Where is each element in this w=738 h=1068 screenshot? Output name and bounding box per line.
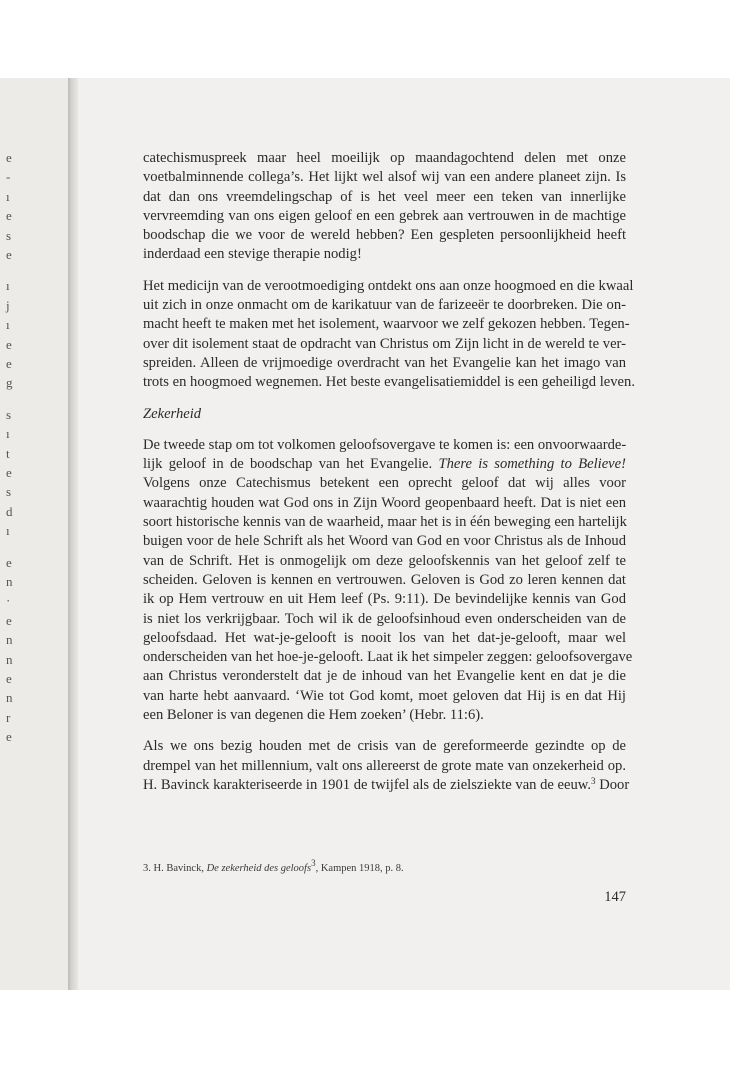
facing-page-letter: d	[6, 503, 13, 519]
facing-page-letter: t	[6, 445, 10, 461]
text-run: lijk geloof in de boodschap van het Evangelie.	[143, 456, 439, 473]
text-line: drempel van het millennium, valt ons allereerst de grote mate van onzekerheid op.	[143, 757, 626, 774]
paragraph-4	[143, 737, 630, 795]
text-line: De tweede stap om tot volkomen geloofsovergave te komen is: een onvoorwaarde-	[143, 436, 627, 453]
facing-page-letter: -	[6, 169, 11, 185]
paragraph-1	[143, 149, 626, 265]
facing-page-letters	[0, 78, 20, 990]
text-line: Volgens onze Catechismus betekent een oprecht geloof dat wij alles voor	[143, 475, 626, 492]
body-text	[143, 149, 635, 807]
text-line: onderscheiden van het hoe-je-gelooft. Laat ik het simpeler zeggen: geloofsovergave	[143, 649, 633, 666]
text-line: catechismuspreek maar heel moeilijk op maandagochtend delen met onze	[143, 150, 626, 166]
text-line	[143, 455, 626, 474]
text-line: waarachtig houden wat God ons in Zijn Woord geopenbaard heeft. Dat is niet een	[143, 494, 626, 511]
facing-page-letter: ı	[6, 278, 10, 294]
facing-page-letter: e	[6, 729, 12, 745]
text-line: spreiden. Alleen de vrijmoedige overdracht van het Evangelie kan het imago van	[143, 354, 626, 371]
text-line: Het medicijn van de verootmoediging ontdekt ons aan onze hoogmoed en die kwaal	[143, 277, 634, 294]
facing-page-letter: n	[6, 632, 13, 648]
text-line: voetbalminnende collega’s. Het lijkt wel alsof wij van een andere planeet zijn. Is	[143, 169, 626, 186]
text-line: soort historische kennis van de waarheid, maar het is in één beweging een hartelijk	[143, 514, 627, 531]
text-line: dat dan ons vreemdelingschap of is het veel meer een teken van innerlijke	[143, 188, 626, 205]
footnote-title: De zekerheid des geloofs	[206, 863, 312, 874]
facing-page-letter: ı	[6, 188, 10, 204]
text-line: is niet los verkrijgbaar. Toch wil ik de geloofsinhoud even onderscheiden van de	[143, 610, 626, 627]
facing-page-letter: ı	[6, 523, 10, 539]
text-line: over dit isolement staat de opdracht van Christus om Zijn licht in de wereld te ver-	[143, 335, 626, 352]
text-line: van de Schrift. Het is onmogelijk om deze geloofskennis van het geloof zelf te	[143, 552, 626, 569]
text-line: scheiden. Geloven is kennen en vertrouwen. Geloven is God zo leren kennen dat	[143, 571, 626, 588]
facing-page-letter: s	[6, 227, 12, 243]
footnote-marker: 3	[591, 775, 596, 786]
facing-page-letter: e	[6, 208, 12, 224]
text-line: buigen voor de hele Schrift als het Woord van God en voor Christus als de Inhoud	[143, 533, 626, 550]
facing-page-letter: e	[6, 356, 12, 371]
facing-page-letter: ı	[6, 317, 10, 333]
facing-page-letter: e	[6, 465, 12, 480]
footnote-text: 3. H. Bavinck,	[143, 863, 207, 874]
text-line: macht heeft te maken met het isolement, waarvoor we zelf gekozen hebben. Tegen-	[143, 316, 630, 333]
text-line: van harte hebt aanvaard. ‘Wie tot God komt, moet geloven dat Hij is en dat Hij	[143, 687, 626, 704]
facing-page-letter: j	[6, 297, 10, 313]
facing-page-letter: e	[6, 336, 12, 352]
facing-page-letter: s	[6, 484, 12, 500]
facing-page-letter: e	[6, 150, 12, 165]
facing-page-letter: n	[6, 690, 13, 706]
facing-page-letter: s	[6, 406, 12, 422]
text-line: aan Christus veronderstelt dat je de inhoud van het Evangelie kent en dat je die	[143, 668, 626, 685]
paragraph-2	[143, 277, 635, 393]
section-heading: Zekerheid	[143, 405, 202, 422]
text-line: geloofsdaad. Het wat-je-gelooft is nooit los van het dat-je-gelooft, maar wel	[143, 629, 626, 646]
text-line: ik op Hem vertrouw en uit Hem leef (Ps. 9:11). De bevindelijke kennis van God	[143, 591, 626, 608]
text-line: boodschap die we voor de wereld hebben? Een gespleten persoonlijkheid heeft	[143, 227, 626, 244]
text-line: Als we ons bezig houden met de crisis van de gereformeerde gezindte op de	[143, 738, 626, 755]
facing-page-letter: e	[6, 554, 12, 570]
text-line: een Beloner is van degenen die Hem zoeken’ (Hebr. 11:6).	[143, 707, 484, 724]
facing-page-letter: ı	[6, 426, 10, 442]
paragraph-3	[143, 436, 633, 725]
facing-page-letter: g	[6, 375, 13, 391]
facing-page-letter: ·	[6, 593, 11, 609]
facing-page-letter: n	[6, 574, 13, 589]
edition-marker: 3	[311, 858, 316, 868]
book-gutter	[68, 78, 78, 990]
facing-page-letter: n	[6, 651, 13, 667]
text-run: H. Bavinck karakteriseerde in 1901 de twijfel als de zielsziekte van de eeuw.	[143, 776, 592, 793]
text-line: uit zich in onze onmacht om de karikatuur van de farizeeër te doorbreken. Die on-	[143, 297, 626, 314]
facing-page-letter: r	[6, 709, 11, 725]
emphasis-text: There is something to Believe!	[438, 456, 626, 473]
text-run: Door	[595, 776, 630, 793]
text-line: inderdaad een stevige therapie nodig!	[143, 246, 362, 263]
text-line: trots en hoogmoed wegnemen. Het beste evangelisatiemiddel is een geheiligd leven.	[143, 374, 635, 391]
page-number: 147	[604, 889, 626, 905]
text-line: vervreemding van ons eigen geloof en een gebrek aan vertrouwen in de machtige	[143, 207, 626, 224]
facing-page-letter: e	[6, 671, 12, 686]
text-line	[143, 775, 630, 795]
facing-page-letter: e	[6, 612, 12, 628]
footnote	[143, 858, 626, 876]
footnote-text: , Kampen 1918, p. 8.	[315, 863, 404, 874]
facing-page-letter: e	[6, 247, 12, 262]
